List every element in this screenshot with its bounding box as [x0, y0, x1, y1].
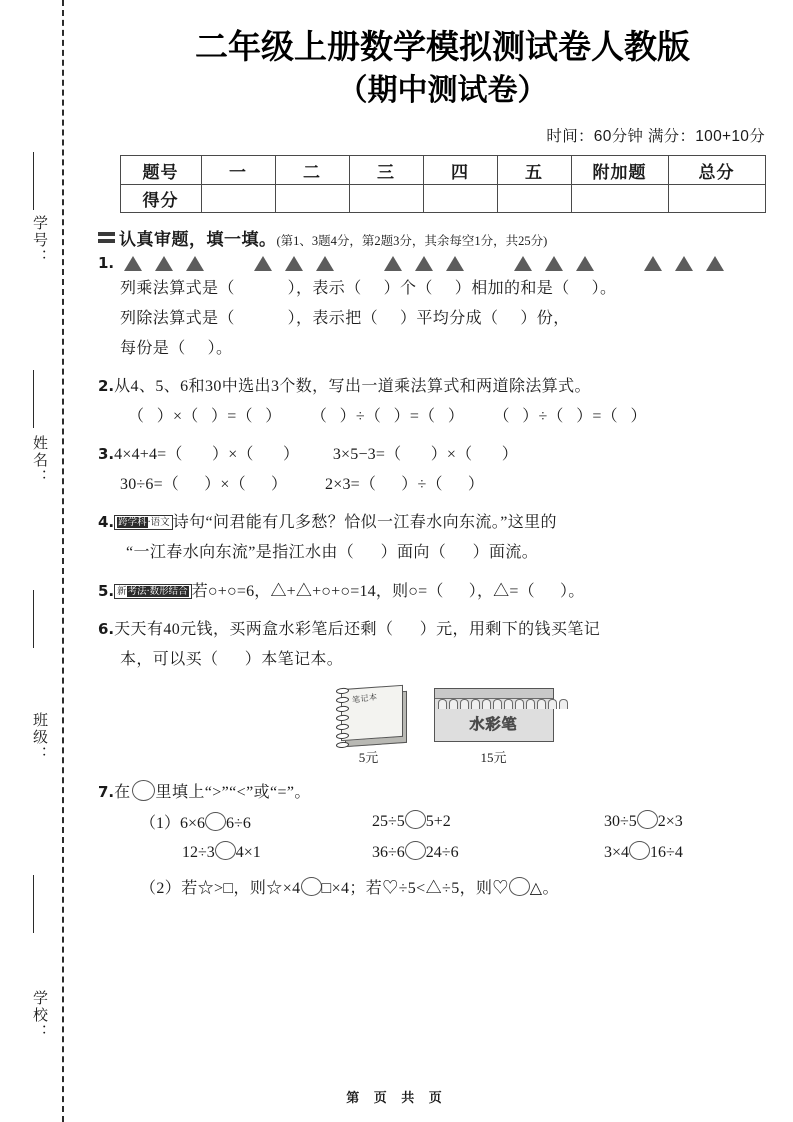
col-3: 三	[349, 156, 423, 185]
question-6-text-2: 本，可以买（ ）本笔记本。	[120, 650, 344, 668]
triangle-icon	[675, 256, 693, 271]
triangle-group-5	[644, 256, 724, 271]
cmp-right: 16÷4	[650, 844, 683, 862]
question-3	[98, 440, 793, 499]
col-1: 一	[201, 156, 275, 185]
cmp-left: 6×6	[180, 815, 206, 833]
answer-circle[interactable]	[405, 810, 426, 829]
margin-rule-1	[33, 152, 34, 210]
question-1-number: 1.	[98, 254, 115, 273]
marker-price: 15元	[480, 750, 507, 766]
score-cell-4[interactable]	[423, 185, 497, 213]
page-title: 二年级上册数学模拟测试卷人教版	[195, 27, 690, 66]
exam-content	[92, 0, 793, 1122]
row-label-qno: 题号	[120, 156, 201, 185]
part2-a: 若☆>□，则☆×4	[181, 880, 301, 898]
question-6	[98, 615, 793, 674]
cmp-left: 12÷3	[182, 844, 215, 862]
left-margin-strip	[0, 0, 92, 1122]
cmp-left: 3×4	[604, 844, 630, 862]
col-5: 五	[497, 156, 571, 185]
answer-circle[interactable]	[132, 780, 155, 801]
cmp-right: 4×1	[235, 844, 261, 862]
row-label-score: 得分	[120, 185, 201, 213]
cmp-cell	[140, 810, 372, 833]
triangle-icon	[576, 256, 594, 271]
goods-markers	[434, 688, 554, 766]
triangle-icon	[285, 256, 303, 271]
margin-rule-2	[33, 370, 34, 428]
section-note: (第1、3题4分，第2题3分，其余每空1分，共25分)	[276, 234, 548, 249]
triangle-group-1	[124, 256, 204, 271]
triangle-icon	[316, 256, 334, 271]
marker-box-icon	[434, 688, 554, 742]
question-5-text: 若○+○=6，△+△+○+○=14，则○=（ ），△=（ ）。	[191, 582, 585, 600]
answer-circle[interactable]	[629, 841, 650, 860]
question-2-text: 从4、5、6和30中选出3个数，写出一道乘法算式和两道除法算式。	[114, 378, 591, 396]
question-5-line-1	[98, 577, 793, 607]
col-4: 四	[423, 156, 497, 185]
score-cell-5[interactable]	[497, 185, 571, 213]
exam-meta: 时间：60分钟 满分：100+10分	[546, 128, 765, 146]
question-2	[98, 372, 793, 431]
question-7-prompt	[98, 778, 793, 808]
question-6-line-1	[98, 615, 793, 645]
margin-rule-3	[33, 590, 34, 648]
answer-circle[interactable]	[205, 812, 226, 831]
cmp-cell	[604, 810, 793, 833]
question-1-line-1: 列乘法算式是（ ），表示（ ）个（ ）相加的和是（ ）。	[120, 280, 617, 298]
table-row-scores	[120, 185, 765, 213]
question-2-line-1	[98, 372, 793, 402]
score-cell-3[interactable]	[349, 185, 423, 213]
score-table	[120, 155, 766, 213]
cmp-cell	[140, 841, 372, 862]
question-4-text-2: “一江春水向东流”是指江水由（ ）面向（ ）面流。	[126, 544, 539, 562]
question-3-line-1	[98, 440, 793, 470]
triangle-group-3	[384, 256, 464, 271]
col-bonus: 附加题	[571, 156, 668, 185]
col-2: 二	[275, 156, 349, 185]
marker-pens-icon	[438, 699, 568, 709]
triangle-icon	[415, 256, 433, 271]
question-1-line-2: 列除法算式是（ ），表示把（ ）平均分成（ ）份，	[120, 309, 570, 327]
question-4	[98, 508, 793, 567]
cmp-right: 2×3	[657, 813, 683, 831]
badge-lead: 新	[117, 585, 127, 597]
question-4-text-1: 诗句“问君能有几多愁？恰似一江春水向东流。”这里的	[172, 514, 557, 532]
triangle-group-4	[514, 256, 594, 271]
triangle-icon	[186, 256, 204, 271]
question-7-part1	[140, 810, 793, 862]
cmp-cell	[372, 841, 604, 862]
score-cell-2[interactable]	[275, 185, 349, 213]
triangle-group-2	[254, 256, 334, 271]
answer-circle[interactable]	[405, 841, 426, 860]
triangle-icon	[706, 256, 724, 271]
badge-tail: ·语文	[147, 517, 170, 529]
notebook-price: 5元	[358, 750, 379, 766]
question-1-shapes	[98, 254, 793, 272]
answer-circle[interactable]	[637, 810, 658, 829]
badge-lead: 跨学科	[118, 517, 147, 529]
page-subtitle: （期中测试卷）	[337, 72, 548, 108]
section-number-icon	[98, 231, 115, 244]
notebook-spiral-icon	[336, 688, 348, 739]
question-4-number: 4.	[98, 513, 115, 532]
part2-label: （2）	[140, 880, 182, 898]
marker-box-label: 水彩笔	[469, 715, 518, 734]
margin-rule-4	[33, 875, 34, 933]
triangle-icon	[124, 256, 142, 271]
question-7-prompt-b: 里填上“>”“<”或“=”。	[155, 784, 311, 802]
answer-circle[interactable]	[301, 877, 322, 896]
cmp-right: 24÷6	[425, 844, 459, 862]
question-6-goods	[92, 684, 793, 766]
triangle-icon	[155, 256, 173, 271]
question-3-math-1: 4×4+4=（ ）×（ ） 3×5−3=（ ）×（ ）	[114, 446, 518, 464]
question-7-part2	[140, 874, 793, 904]
section-title: 认真审题，填一填。	[119, 230, 277, 251]
class-label: 班级：	[31, 712, 47, 763]
score-cell-1[interactable]	[201, 185, 275, 213]
question-7	[98, 778, 793, 808]
answer-circle[interactable]	[509, 877, 530, 896]
part1-label: （1）	[140, 815, 181, 833]
question-2-number: 2.	[98, 377, 115, 396]
col-total: 总分	[668, 156, 765, 185]
student-name-label: 姓名：	[31, 435, 47, 486]
triangle-icon	[545, 256, 563, 271]
goods-notebook	[332, 684, 406, 766]
notebook-label: 笔记本	[351, 692, 378, 706]
cmp-cell	[604, 841, 793, 862]
part2-c: △。	[529, 880, 559, 898]
school-label: 学校：	[31, 990, 47, 1041]
student-id-label: 学号：	[31, 215, 47, 266]
part2-b: □×4；若♡÷5<△÷5，则♡	[321, 880, 509, 898]
badge-tail: 考法·数形结合	[127, 585, 188, 597]
marker-box-lid	[435, 689, 553, 699]
section-header	[98, 225, 793, 250]
cross-subject-badge	[114, 515, 173, 530]
cmp-cell	[372, 810, 604, 833]
triangle-icon	[446, 256, 464, 271]
triangle-icon	[384, 256, 402, 271]
question-7-prompt-a: 在	[114, 784, 131, 802]
question-6-text-1: 天天有40元钱，买两盒水彩笔后还剩（ ）元，用剩下的钱买笔记	[114, 621, 601, 639]
notebook-icon	[332, 684, 406, 742]
table-row-header	[120, 156, 765, 185]
question-7-number: 7.	[98, 783, 115, 802]
part2-line	[140, 874, 793, 904]
score-cell-total[interactable]	[668, 185, 765, 213]
score-cell-bonus[interactable]	[571, 185, 668, 213]
question-5	[98, 577, 793, 607]
cmp-left: 25÷5	[372, 813, 405, 831]
triangle-icon	[254, 256, 272, 271]
cmp-left: 30÷5	[604, 813, 637, 831]
cmp-left: 36÷6	[372, 844, 405, 862]
page-footer: 第 页 共 页	[346, 1091, 447, 1106]
question-3-number: 3.	[98, 445, 115, 464]
answer-circle[interactable]	[215, 841, 236, 860]
triangle-icon	[514, 256, 532, 271]
question-1-body	[98, 274, 793, 363]
question-3-math-2: 30÷6=（ ）×（ ） 2×3=（ ）÷（ ）	[120, 475, 485, 493]
question-5-number: 5.	[98, 581, 115, 600]
cmp-right: 6÷6	[226, 815, 251, 833]
question-2-math: （ ）×（ ）=（ ） （ ）÷（ ）=（ ） （ ）÷（ ）=（ ）	[128, 407, 647, 425]
new-method-badge	[114, 584, 192, 599]
cut-dashed-line	[62, 0, 64, 1122]
cmp-right: 5+2	[425, 813, 451, 831]
triangle-icon	[644, 256, 662, 271]
question-4-line-1	[98, 508, 793, 538]
question-6-number: 6.	[98, 620, 115, 639]
question-1-line-3: 每份是（ ）。	[120, 339, 233, 357]
